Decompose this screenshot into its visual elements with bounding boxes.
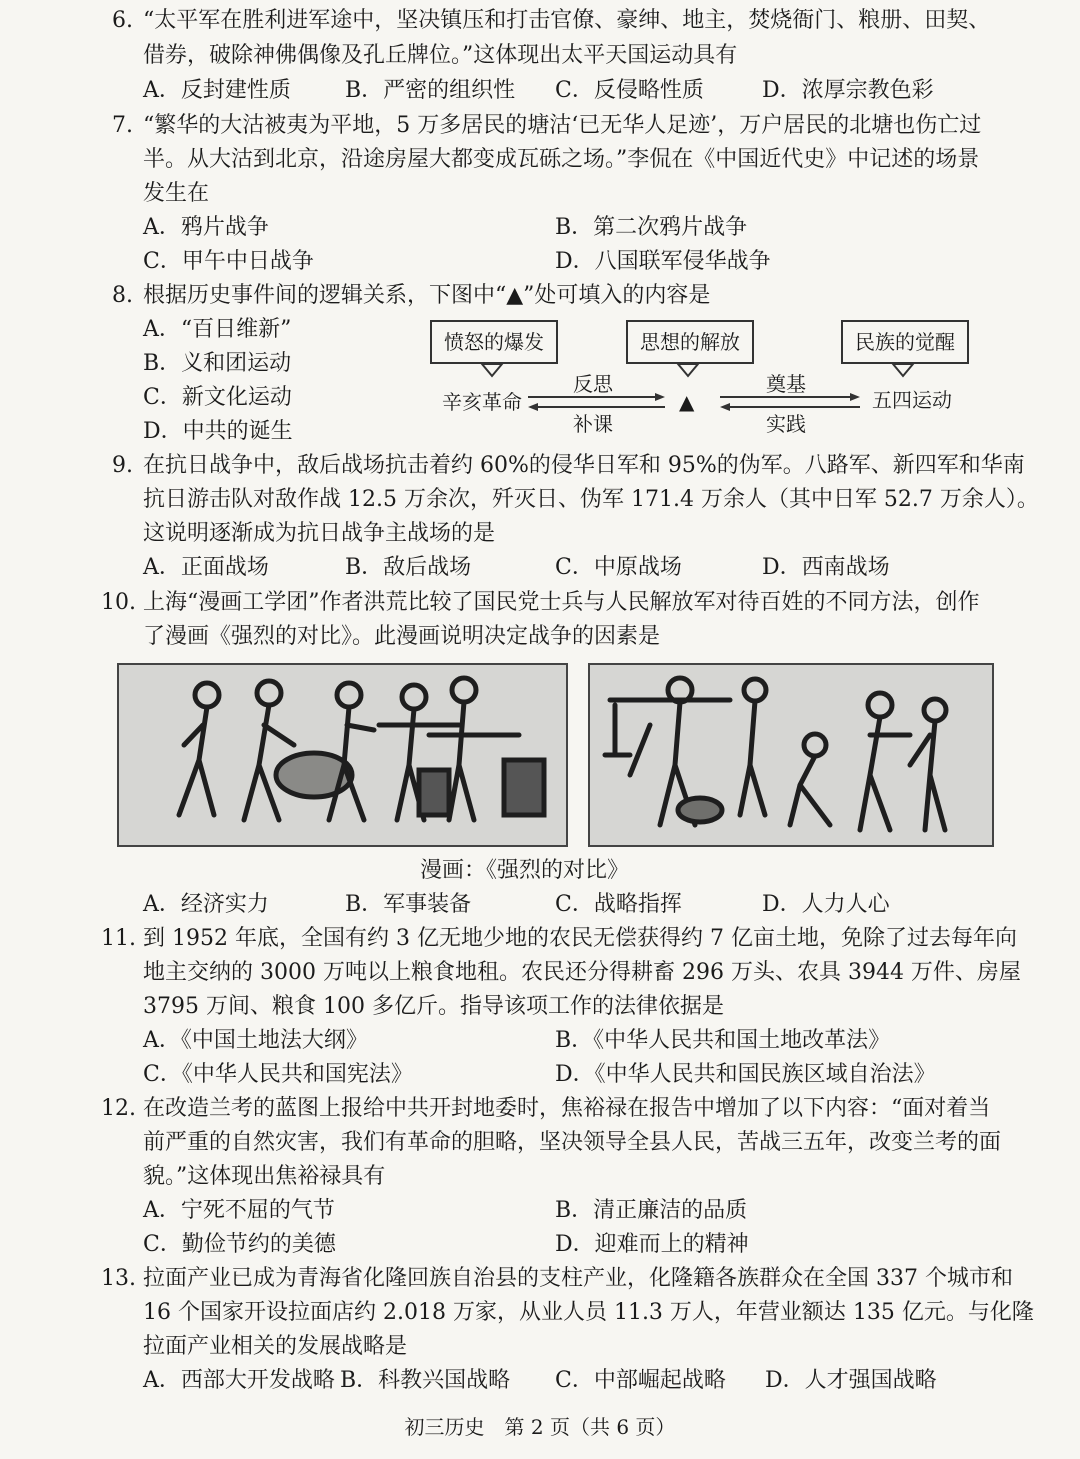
question-number: 9. xyxy=(112,453,133,478)
option-d: D．浓厚宗教色彩 xyxy=(762,78,934,103)
option-a: A．反封建性质 xyxy=(143,78,291,103)
option-d: D．八国联军侵华战争 xyxy=(555,249,771,274)
question-text: 了漫画《强烈的对比》。此漫画说明决定战争的因素是 xyxy=(143,624,661,649)
question-text: “繁华的大沽被夷为平地，5 万多居民的塘沽‘已无华人足迹’，万户居民的北塘也伤亡过 xyxy=(143,113,982,138)
question-text: 这说明逐渐成为抗日战争主战场的是 xyxy=(143,521,496,546)
option-d: D．西南战场 xyxy=(762,555,890,580)
option-c: C．反侵略性质 xyxy=(555,78,704,103)
option-a: A．鸦片战争 xyxy=(143,215,269,240)
question-number: 6. xyxy=(112,8,133,33)
question-text: 抗日游击队对敌作战 12.5 万余次，歼灭日、伪军 171.4 万余人（其中日军 52.7 万余人）。 xyxy=(143,487,1039,512)
diagram-label-reflect: 反思 xyxy=(573,372,613,396)
diagram-label-remedy: 补课 xyxy=(573,412,613,436)
option-a: A．“百日维新” xyxy=(143,317,292,342)
question-number: 13. xyxy=(101,1266,136,1291)
option-a: A．西部大开发战略 xyxy=(143,1368,335,1393)
option-b: B．严密的组织性 xyxy=(345,78,516,103)
option-d: D．人力人心 xyxy=(762,892,890,917)
option-b: B．第二次鸦片战争 xyxy=(555,215,748,240)
option-c: C．《中华人民共和国宪法》 xyxy=(143,1062,413,1087)
question-text: 到 1952 年底，全国有约 3 亿无地少地的农民无偿获得约 7 亿亩土地，免除了过去每年向 xyxy=(143,926,1017,951)
question-text: 地主交纳的 3000 万吨以上粮食地租。农民还分得耕畜 296 万头、农具 3944 万件、房屋 xyxy=(143,960,1021,985)
question-text: 前严重的自然灾害，我们有革命的胆略，坚决领导全县人民，苦战三五年，改变兰考的面 xyxy=(143,1130,1002,1155)
question-text: 根据历史事件间的逻辑关系，下图中“▲”处可填入的内容是 xyxy=(143,283,711,308)
option-c: C．战略指挥 xyxy=(555,892,682,917)
option-b: B．敌后战场 xyxy=(345,555,472,580)
diagram-right-event: 五四运动 xyxy=(872,388,952,412)
comic-illustration-left xyxy=(119,665,566,845)
comic-panel-right xyxy=(588,663,994,847)
diagram-box-anger: 愤怒的爆发 xyxy=(430,320,558,364)
comic-illustration-right xyxy=(590,665,992,845)
question-number: 8. xyxy=(112,283,133,308)
question-text: 在改造兰考的蓝图上报给中共开封地委时，焦裕禄在报告中增加了以下内容：“面对着当 xyxy=(143,1096,991,1121)
diagram-box-nation: 民族的觉醒 xyxy=(841,320,969,364)
question-text: 拉面产业已成为青海省化隆回族自治县的支柱产业，化隆籍各族群众在全国 337 个城市和 xyxy=(143,1266,1013,1291)
option-d: D．人才强国战略 xyxy=(765,1368,937,1393)
diagram-label-foundation: 奠基 xyxy=(766,372,806,396)
question-text: 16 个国家开设拉面店约 2.018 万家，从业人员 11.3 万人，年营业额达 135 亿元。与化隆 xyxy=(143,1300,1034,1325)
option-c: C．甲午中日战争 xyxy=(143,249,314,274)
option-a: A．经济实力 xyxy=(143,892,269,917)
option-b: B．科教兴国战略 xyxy=(340,1368,511,1393)
option-c: C．新文化运动 xyxy=(143,385,292,410)
option-d: D．中共的诞生 xyxy=(143,419,293,444)
diagram-arrows xyxy=(420,320,980,440)
option-c: C．勤俭节约的美德 xyxy=(143,1232,336,1257)
question-text: 发生在 xyxy=(143,181,210,206)
question-number: 10. xyxy=(101,590,136,615)
question-text: 在抗日战争中，敌后战场抗击着约 60%的侵华日军和 95%的伪军。八路军、新四军和华南 xyxy=(143,453,1025,478)
comic-panel-left xyxy=(117,663,568,847)
option-a: A．《中国土地法大纲》 xyxy=(143,1028,368,1053)
option-b: B．清正廉洁的品质 xyxy=(555,1198,748,1223)
question-text: 借券，破除神佛偶像及孔丘牌位。”这体现出太平天国运动具有 xyxy=(143,43,738,68)
question-text: 上海“漫画工学团”作者洪荒比较了国民党士兵与人民解放军对待百姓的不同方法，创作 xyxy=(143,590,980,615)
option-d: D．《中华人民共和国民族区域自治法》 xyxy=(555,1062,936,1087)
diagram-triangle-marker: ▲ xyxy=(679,390,695,414)
option-d: D．迎难而上的精神 xyxy=(555,1232,749,1257)
option-b: B．义和团运动 xyxy=(143,351,292,376)
option-b: B．《中华人民共和国土地改革法》 xyxy=(555,1028,891,1053)
comic-caption: 漫画：《强烈的对比》 xyxy=(420,858,630,883)
question-text: “太平军在胜利进军途中，坚决镇压和打击官僚、豪绅、地主，焚烧衙门、粮册、田契、 xyxy=(143,8,991,33)
option-a: A．宁死不屈的气节 xyxy=(143,1198,335,1223)
option-a: A．正面战场 xyxy=(143,555,269,580)
question-text: 貌。”这体现出焦裕禄具有 xyxy=(143,1164,386,1189)
question-number: 11. xyxy=(101,926,136,951)
question-text: 半。从大沽到北京，沿途房屋大都变成瓦砾之场。”李侃在《中国近代史》中记述的场景 xyxy=(143,147,980,172)
logic-diagram xyxy=(420,320,980,440)
page-footer: 初三历史 第 2 页（共 6 页） xyxy=(404,1415,676,1439)
option-c: C．中原战场 xyxy=(555,555,682,580)
diagram-box-thought: 思想的解放 xyxy=(626,320,754,364)
option-b: B．军事装备 xyxy=(345,892,472,917)
option-c: C．中部崛起战略 xyxy=(555,1368,726,1393)
question-number: 7. xyxy=(112,113,133,138)
diagram-label-practice: 实践 xyxy=(766,412,806,436)
diagram-left-event: 辛亥革命 xyxy=(442,390,522,414)
question-text: 3795 万间、粮食 100 多亿斤。指导该项工作的法律依据是 xyxy=(143,994,724,1019)
question-number: 12. xyxy=(101,1096,136,1121)
question-text: 拉面产业相关的发展战略是 xyxy=(143,1334,408,1359)
